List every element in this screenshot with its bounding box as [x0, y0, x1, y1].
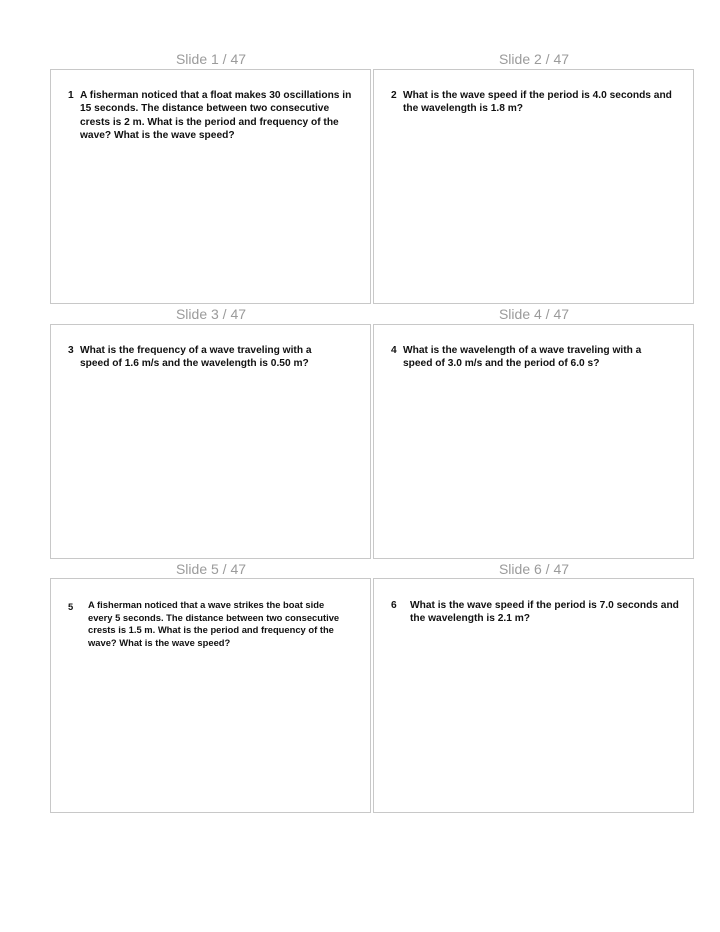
slide-4-label: Slide 4 / 47	[498, 306, 570, 322]
slide-1-card	[50, 69, 371, 304]
slide-6-question	[391, 599, 681, 626]
question-number: 6	[391, 600, 397, 611]
slide-6-card	[373, 578, 694, 813]
slide-2-label: Slide 2 / 47	[498, 51, 570, 67]
slide-3-card	[50, 324, 371, 559]
slide-4-question	[391, 344, 661, 371]
question-number: 1	[68, 90, 74, 101]
slide-3-label: Slide 3 / 47	[175, 306, 247, 322]
question-number: 2	[391, 90, 397, 101]
question-number: 5	[68, 601, 74, 612]
question-text: What is the wave speed if the period is 4.0 seconds and the wavelength is 1.8 m?	[403, 90, 672, 115]
slide-3-question	[68, 344, 338, 371]
question-text: What is the wave speed if the period is 7.0 seconds and the wavelength is 2.1 m?	[410, 600, 679, 625]
slide-2-card	[373, 69, 694, 304]
slide-5-label: Slide 5 / 47	[175, 561, 247, 577]
question-number: 3	[68, 345, 74, 356]
slide-5-card	[50, 578, 371, 813]
question-text: A fisherman noticed that a wave strikes the boat side every 5 seconds. The distance between two consecutive crests is 1.5 m. What is the period and frequency of the wave? What is the wave speed?	[88, 599, 340, 648]
question-text: What is the frequency of a wave traveling with a speed of 1.6 m/s and the wavelength is 0.50 m?	[80, 345, 312, 370]
question-text: A fisherman noticed that a float makes 30 oscillations in 15 seconds. The distance between two consecutive crests is 2 m. What is the period and frequency of the wave? What is the wave speed?	[80, 90, 352, 142]
slide-6-label: Slide 6 / 47	[498, 561, 570, 577]
slide-1-question	[68, 89, 358, 143]
slide-1-label: Slide 1 / 47	[175, 51, 247, 67]
slide-2-question	[391, 89, 681, 116]
question-number: 4	[391, 345, 397, 356]
slide-4-card	[373, 324, 694, 559]
slide-5-question	[68, 599, 348, 649]
question-text: What is the wavelength of a wave traveling with a speed of 3.0 m/s and the period of 6.0 s?	[403, 345, 642, 370]
